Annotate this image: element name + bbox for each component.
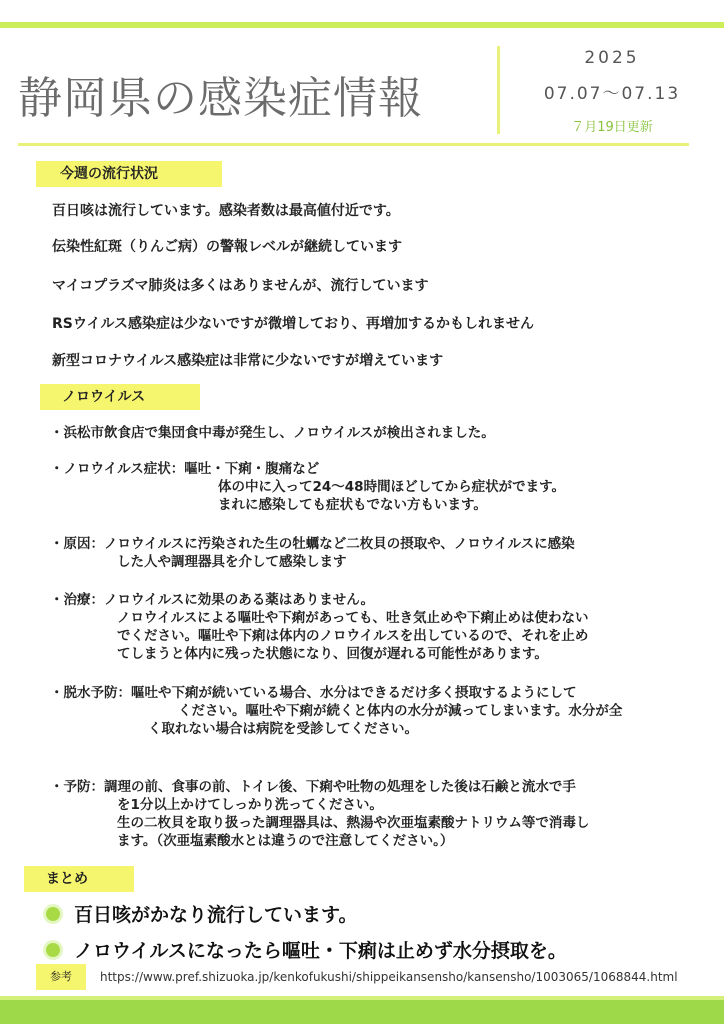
dehydration-line: ください。嘔吐や下痢が続くと体内の水分が減ってしまいます。水分が全	[178, 703, 623, 719]
page-title: 静岡県の感染症情報	[18, 73, 423, 124]
norovirus-outbreak: ・浜松市飲食店で集団食中毒が発生し、ノロウイルスが検出されました。	[50, 425, 495, 441]
cause-line: した人や調理器具を介して感染します	[117, 554, 347, 570]
treatment-line: ノロウイルスによる嘔吐や下痢があっても、吐き気止めや下痢止めは使わない	[117, 610, 589, 626]
trend-item: 新型コロナウイルス感染症は非常に少ないですが増えています	[52, 353, 444, 369]
norovirus-cause	[50, 535, 575, 571]
bullet-dot-icon	[46, 907, 60, 921]
dehydration-line: く取れない場合は病院を受診してください。	[148, 721, 418, 737]
header-underline	[18, 143, 689, 146]
summary-item-text: ノロウイルスになったら嘔吐・下痢は止めず水分摂取を。	[74, 940, 567, 962]
reference-url[interactable]: https://www.pref.shizuoka.jp/kenkofukushi/shippeikansensho/kansensho/1003065/1068844.html	[100, 970, 678, 984]
symptom-line: 体の中に入って24〜48時間ほどしてから症状がでます。	[218, 479, 565, 495]
bottom-accent-bar	[0, 1000, 724, 1024]
norovirus-symptoms	[50, 460, 565, 514]
trend-item: 伝染性紅斑（りんご病）の警報レベルが継続しています	[52, 239, 402, 255]
trend-item: 百日咳は流行しています。感染者数は最高値付近です。	[52, 203, 400, 219]
trend-item: RSウイルス感染症は少ないですが微増しており、再増加するかもしれません	[52, 316, 535, 332]
bullet-dot-icon	[46, 943, 60, 957]
trend-item: マイコプラズマ肺炎は多くはありませんが、流行しています	[52, 278, 429, 294]
norovirus-prevention	[50, 778, 589, 850]
reference-label: 参考	[36, 964, 86, 990]
report-year: 2025	[584, 48, 640, 68]
cause-line: ・原因：ノロウイルスに汚染された生の牡蠣など二枚貝の摂取や、ノロウイルスに感染	[50, 536, 575, 552]
section-heading-trend: 今週の流行状況	[36, 161, 222, 187]
treatment-line: てしまうと体内に残った状態になり、回復が遅れる可能性があります。	[117, 646, 548, 662]
prevention-line: を1分以上かけてしっかり洗ってください。	[117, 797, 383, 813]
summary-item	[44, 900, 357, 927]
prevention-line: 生の二枚貝を取り扱った調理器具は、熱湯や次亜塩素酸ナトリウム等で消毒し	[117, 815, 590, 831]
report-date-range: 07.07〜07.13	[543, 84, 681, 104]
symptom-line: まれに感染しても症状もでない方もいます。	[218, 497, 487, 513]
dehydration-line: ・脱水予防：嘔吐や下痢が続いている場合、水分はできるだけ多く摂取するようにして	[50, 685, 577, 701]
prevention-line: ・予防：調理の前、食事の前、トイレ後、下痢や吐物の処理をした後は石鹸と流水で手	[50, 779, 576, 795]
norovirus-treatment	[50, 591, 589, 663]
summary-item	[44, 936, 567, 963]
norovirus-dehydration	[50, 684, 622, 738]
top-accent-bar	[0, 0, 724, 26]
prevention-line: ます。（次亜塩素酸水とは違うので注意してください。）	[117, 833, 454, 849]
treatment-line: ・治療：ノロウイルスに効果のある薬はありません。	[50, 592, 374, 608]
section-heading-norovirus: ノロウイルス	[40, 384, 200, 410]
symptom-line: ・ノロウイルス症状：嘔吐・下痢・腹痛など	[50, 461, 320, 477]
summary-item-text: 百日咳がかなり流行しています。	[74, 904, 358, 926]
treatment-line: でください。嘔吐や下痢は体内のノロウイルスを出しているので、それを止め	[117, 628, 589, 644]
updated-date: ７月19日更新	[571, 120, 653, 135]
section-heading-summary: まとめ	[24, 866, 134, 892]
